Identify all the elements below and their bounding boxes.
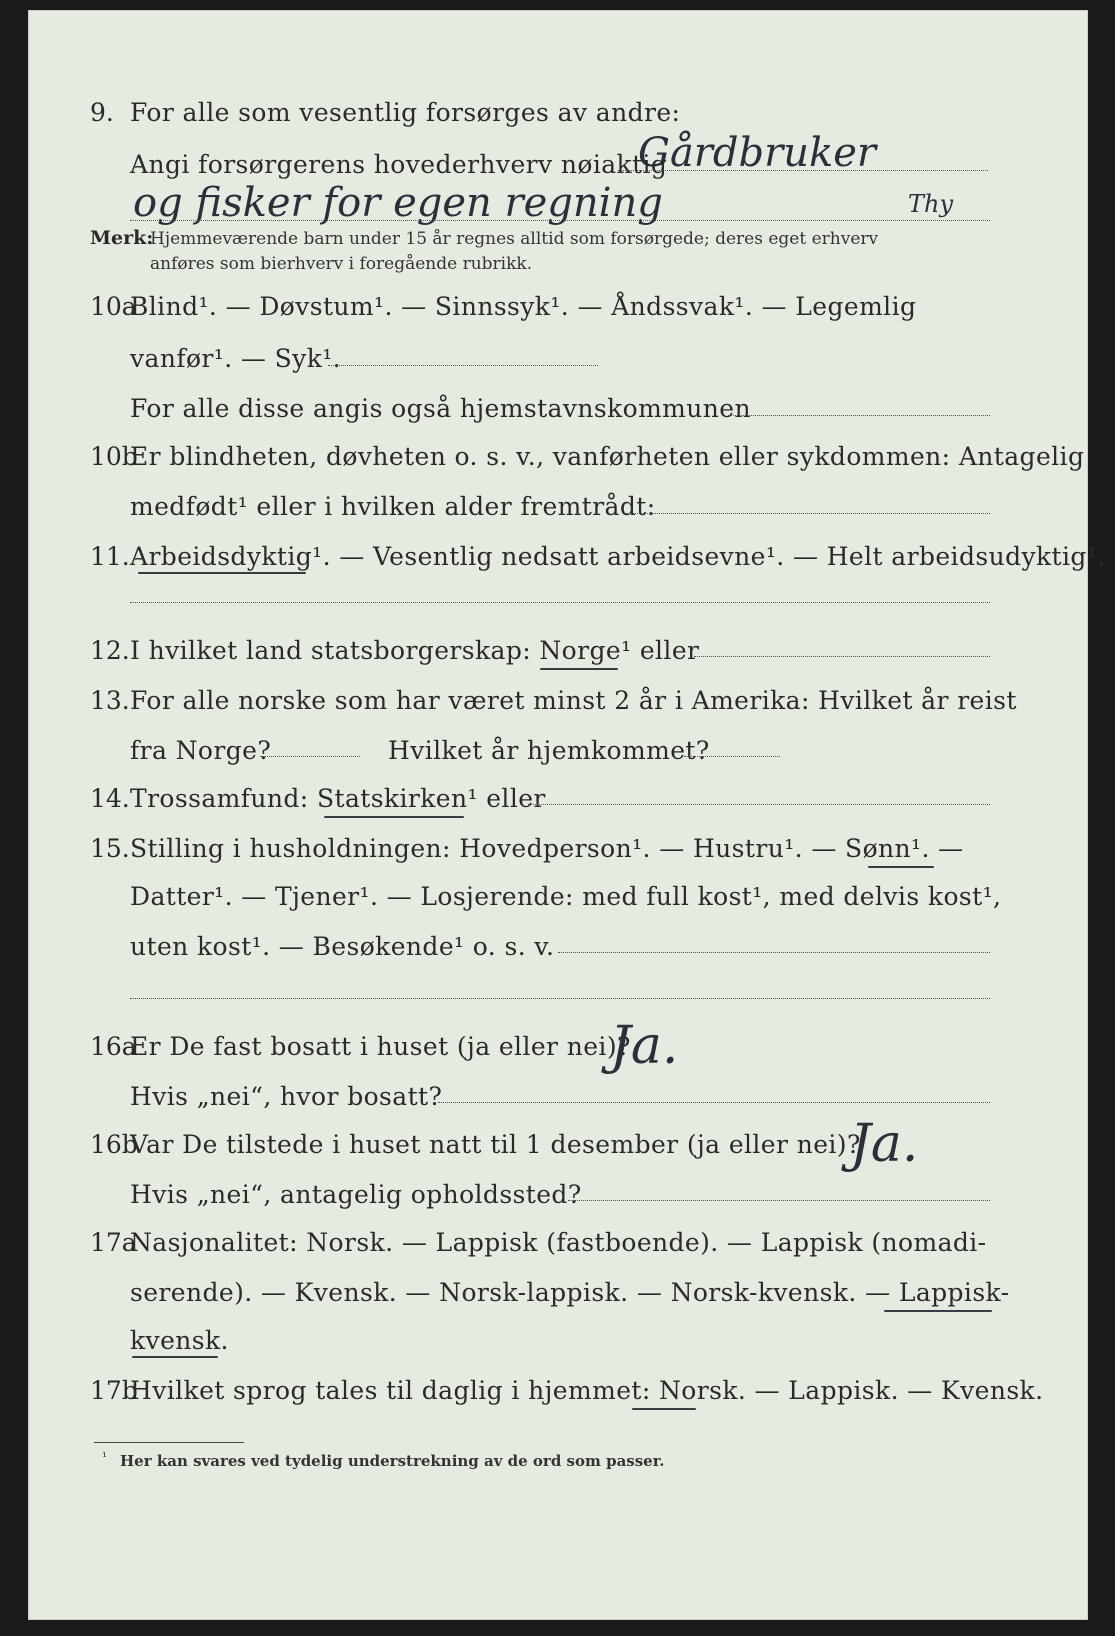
q10b-line2: medfødt¹ eller i hvilken alder fremtrådt: <box>130 492 656 521</box>
q15-answer-line1 <box>558 952 990 953</box>
q17a-line1: Nasjonalitet: Norsk. — Lappisk (fastboende). — Lappisk (nomadi- <box>130 1228 987 1257</box>
q10a-answer-line1 <box>328 365 598 366</box>
merk-line2: anføres som bierhverv i foregående rubrikk. <box>150 254 533 274</box>
q15-answer-line2 <box>130 998 990 999</box>
q9-handwritten-answer2: og fisker for egen regning <box>133 180 663 226</box>
q13-line2a: fra Norge? <box>130 736 272 765</box>
q15-line1: Stilling i husholdningen: Hovedperson¹. — Hustru¹. — Sønn¹. — <box>130 834 964 863</box>
q10b-answer-line <box>626 513 990 514</box>
q16a-line2: Hvis „nei“, hvor bosatt? <box>130 1082 443 1111</box>
q11-line1: Arbeidsdyktig¹. — Vesentlig nedsatt arbeidsevne¹. — Helt arbeidsudyktig¹. <box>130 542 1106 571</box>
q9-handwritten-answer3: Thy <box>908 190 954 218</box>
merk-line1: Hjemmeværende barn under 15 år regnes alltid som forsørgede; deres eget erhverv <box>150 229 879 249</box>
q14-underline-statskirken <box>324 816 464 818</box>
q17b-underline-norsk <box>632 1408 696 1410</box>
q16a-line1: Er De fast bosatt i huset (ja eller nei)? <box>130 1032 631 1061</box>
q11-answer-line <box>130 602 990 603</box>
q16a-number: 16a <box>90 1032 137 1061</box>
q9-number: 9. <box>90 98 114 127</box>
q17a-line2: serende). — Kvensk. — Norsk-lappisk. — Norsk-kvensk. — Lappisk- <box>130 1278 1010 1307</box>
merk-label: Merk: <box>90 227 154 249</box>
q12-answer-line <box>694 656 990 657</box>
q10a-answer-line2 <box>728 415 990 416</box>
q11-underline-arbeidsdyktig <box>138 572 306 574</box>
q14-answer-line <box>528 804 990 805</box>
q17a-underline-lappisk <box>884 1310 992 1312</box>
q16b-line1: Var De tilstede i huset natt til 1 desember (ja eller nei)? <box>130 1130 861 1159</box>
q13-line1: For alle norske som har været minst 2 år i Amerika: Hvilket år reist <box>130 686 1017 715</box>
q16b-answer-line <box>568 1200 990 1201</box>
q16a-answer-line <box>438 1102 990 1103</box>
q17b-line1: Hvilket sprog tales til daglig i hjemmet: Norsk. — Lappisk. — Kvensk. <box>130 1376 1044 1405</box>
q10a-number: 10a <box>90 292 137 321</box>
q14-number: 14. <box>90 784 130 813</box>
q11-number: 11. <box>90 542 130 571</box>
footnote-rule <box>94 1442 244 1443</box>
q10b-number: 10b <box>90 442 138 471</box>
census-form-page <box>28 10 1106 1620</box>
q17b-number: 17b <box>90 1376 138 1405</box>
q17a-underline-kvensk <box>132 1356 218 1358</box>
q12-underline-norge <box>540 668 618 670</box>
q10a-line3: For alle disse angis også hjemstavnskommunen <box>130 394 751 423</box>
q9-line1: For alle som vesentlig forsørges av andre: <box>130 98 681 127</box>
q15-line3: uten kost¹. — Besøkende¹ o. s. v. <box>130 932 555 961</box>
q9-answer-line2 <box>130 220 990 221</box>
q16b-handwritten-answer: Ja. <box>850 1114 919 1174</box>
q10a-line2: vanfør¹. — Syk¹. <box>130 344 342 373</box>
q15-number: 15. <box>90 834 130 863</box>
q12-line1: I hvilket land statsborgerskap: Norge¹ eller <box>130 636 700 665</box>
q10b-line1: Er blindheten, døvheten o. s. v., vanførheten eller sykdommen: Antagelig <box>130 442 1085 471</box>
q15-underline-sonn <box>868 866 934 868</box>
q14-line1: Trossamfund: Statskirken¹ eller <box>130 784 546 813</box>
footnote-text: Her kan svares ved tydelig understrekning av de ord som passer. <box>120 1452 665 1470</box>
q17a-number: 17a <box>90 1228 137 1257</box>
q10a-line1: Blind¹. — Døvstum¹. — Sinnssyk¹. — Åndssvak¹. — Legemlig <box>130 292 917 321</box>
q9-handwritten-answer1: Gårdbruker <box>638 130 877 176</box>
q9-line2: Angi forsørgerens hovederhverv nøiaktig <box>130 150 668 179</box>
q16b-number: 16b <box>90 1130 138 1159</box>
q15-line2: Datter¹. — Tjener¹. — Losjerende: med full kost¹, med delvis kost¹, <box>130 882 1002 911</box>
q13-answer-line1 <box>260 756 360 757</box>
q13-answer-line2 <box>684 756 780 757</box>
q9-answer-line1 <box>618 170 988 171</box>
q16a-handwritten-answer: Ja. <box>610 1016 679 1076</box>
footnote-mark: ¹ <box>102 1450 107 1464</box>
q13-line2b: Hvilket år hjemkommet? <box>388 736 710 765</box>
q12-number: 12. <box>90 636 130 665</box>
q16b-line2: Hvis „nei“, antagelig opholdssted? <box>130 1180 582 1209</box>
q13-number: 13. <box>90 686 130 715</box>
q17a-line3: kvensk. <box>130 1326 229 1355</box>
